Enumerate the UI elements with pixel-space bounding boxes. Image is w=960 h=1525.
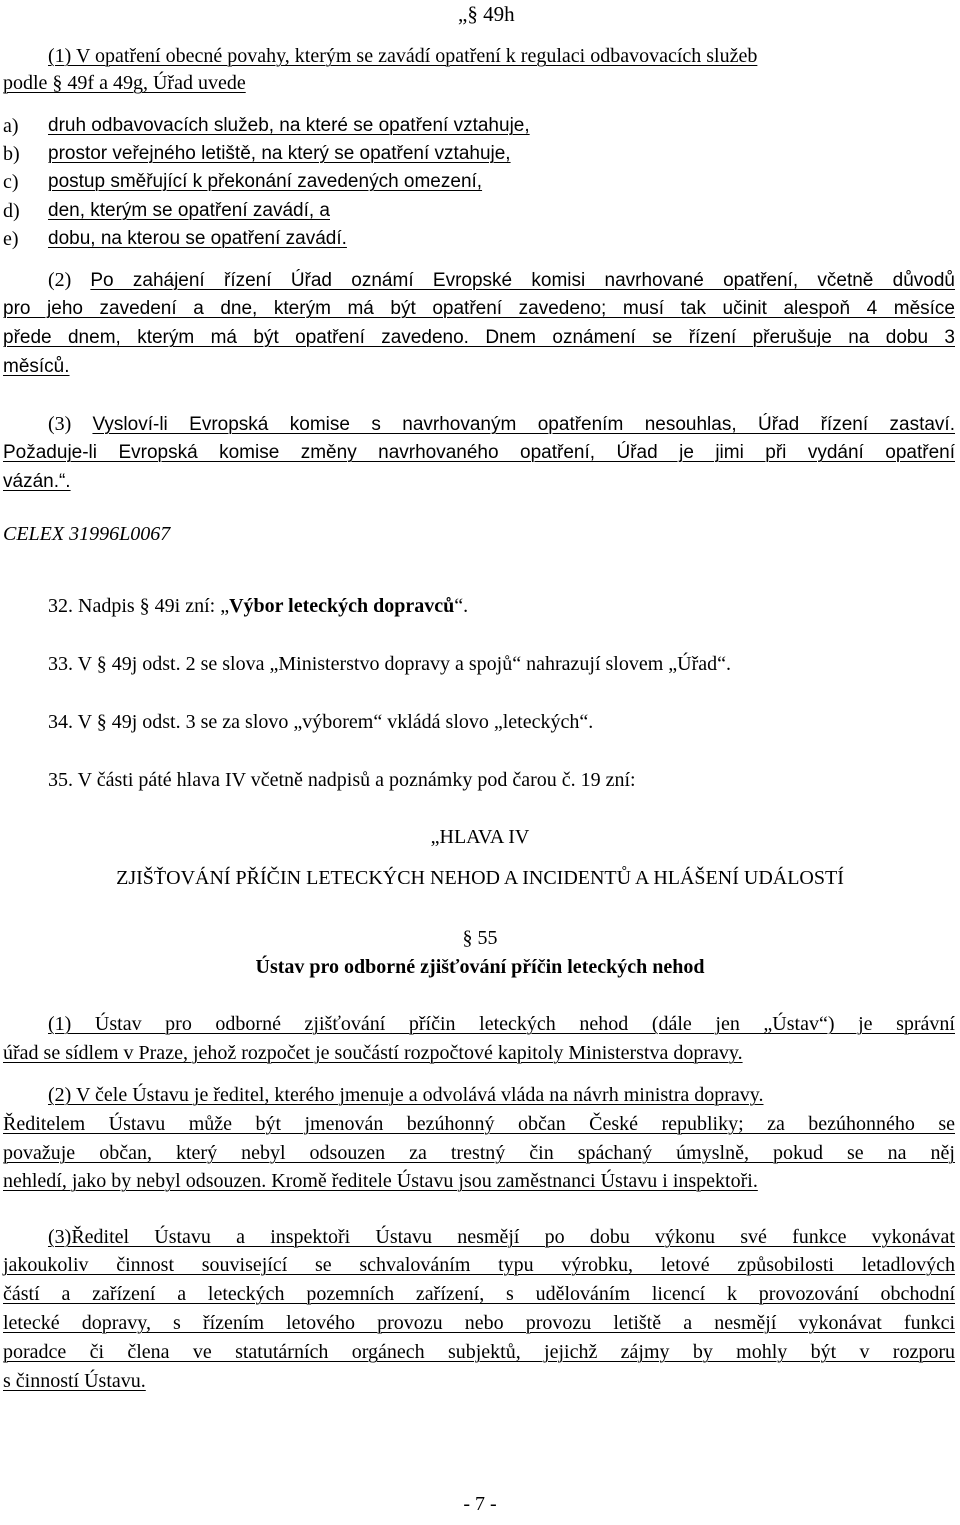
s55-p3-line-3: částí a zařízení a leteckých pozemních zařízení, s udělováním licencí k provozování obchodní	[3, 1283, 955, 1305]
celex-reference: CELEX 31996L0067	[3, 523, 171, 545]
s55-p2-line-2: Ředitelem Ústavu může být jmenován bezúhonný občan České republiky; za bezúhonného se	[3, 1113, 955, 1135]
p3-line-1-text: Vysloví-li Evropská komise s navrhovaným opatřením nesouhlas, Úřad řízení zastaví.	[92, 414, 955, 435]
p2-line-4: měsíců.	[3, 356, 70, 377]
point-32-title: Výbor leteckých dopravců	[229, 595, 455, 617]
list-item-label: a)	[3, 115, 19, 137]
section-55-heading: Ústav pro odborné zjišťování příčin leteckých nehod	[255, 956, 705, 978]
p3-line-3: vázán.“.	[3, 471, 71, 492]
p3-line-1	[48, 412, 955, 437]
s55-p3-line-5: poradce či člena ve statutárních orgánech subjektů, jejichž zájmy by mohly být v rozporu	[3, 1341, 955, 1363]
s55-p1-line-1: (1) Ústav pro odborné zjišťování příčin leteckých nehod (dále jen „Ústav“) je správní	[48, 1013, 955, 1035]
s55-p3-line-6: s činností Ústavu.	[3, 1370, 146, 1392]
s55-p3-line-4: letecké dopravy, s řízením letového provozu nebo provozu letiště a nesmějí vykonávat funkci	[3, 1312, 955, 1334]
p1-line-1: (1) V opatření obecné povahy, kterým se zavádí opatření k regulaci odbavovacích služeb	[48, 45, 758, 67]
list-item-text: den, kterým se opatření zavádí, a	[48, 200, 330, 221]
point-34: 34. V § 49j odst. 3 se za slovo „výborem“ vkládá slovo „leteckých“.	[48, 711, 594, 733]
p2-line-1	[48, 268, 955, 293]
hlava-title: „HLAVA IV	[430, 826, 530, 848]
s55-p1-line-2: úřad se sídlem v Praze, jehož rozpočet je součástí rozpočtové kapitoly Ministerstva dopravy.	[3, 1042, 743, 1064]
s55-p3-line-2: jakoukoliv činnost související se schvalováním typu výrobku, letové způsobilosti letadlových	[3, 1254, 955, 1276]
p2-line-3: přede dnem, kterým má být opatření zavedeno. Dnem oznámení se řízení přerušuje na dobu 3	[3, 327, 955, 348]
list-item-text: druh odbavovacích služeb, na které se opatření vztahuje,	[48, 115, 530, 136]
point-32	[48, 594, 468, 618]
list-item-text: prostor veřejného letiště, na který se opatření vztahuje,	[48, 143, 511, 164]
p1-line-2: podle § 49f a 49g, Úřad uvede	[3, 72, 246, 94]
section-49h-heading: „§ 49h	[458, 2, 515, 26]
s55-p2-line-4: nehledí, jako by nebyl odsouzen. Kromě ředitele Ústavu jsou zaměstnanci Ústavu i inspektoři.	[3, 1170, 758, 1192]
p3-line-2: Požaduje-li Evropská komise změny navrhovaného opatření, Úřad je jimi při vydání opatření	[3, 442, 955, 463]
page-number: - 7 -	[463, 1493, 497, 1515]
p2-line-2: pro jeho zavedení a dne, kterým má být opatření zavedeno; musí tak učinit alespoň 4 měsíce	[3, 298, 955, 319]
p3-number: (3)	[48, 413, 93, 435]
list-item-label: d)	[3, 200, 20, 222]
s55-p3-line-1: (3)Ředitel Ústavu a inspektoři Ústavu nesmějí po dobu výkonu své funkce vykonávat	[48, 1226, 955, 1248]
list-item-text: postup směřující k překonání zavedených omezení,	[48, 171, 483, 192]
hlava-subtitle: ZJIŠŤOVÁNÍ PŘÍČIN LETECKÝCH NEHOD A INCIDENTŮ A HLÁŠENÍ UDÁLOSTÍ	[116, 867, 844, 889]
p2-line-1-text: Po zahájení řízení Úřad oznámí Evropské komisi navrhované opatření, včetně důvodů	[90, 270, 955, 291]
list-item-label: e)	[3, 228, 19, 250]
point-32-suffix: “.	[454, 595, 469, 617]
list-item-text: dobu, na kterou se opatření zavádí.	[48, 228, 347, 249]
p2-number: (2)	[48, 269, 91, 291]
point-33: 33. V § 49j odst. 2 se slova „Ministerstvo dopravy a spojů“ nahrazují slovem „Úřad“.	[48, 653, 732, 675]
point-35: 35. V části páté hlava IV včetně nadpisů a poznámky pod čarou č. 19 zní:	[48, 769, 636, 791]
section-55-number: § 55	[462, 927, 498, 949]
list-item-label: b)	[3, 143, 20, 165]
point-32-prefix: 32. Nadpis § 49i zní: „	[48, 595, 230, 617]
s55-p2-line-1: (2) V čele Ústavu je ředitel, kterého jmenuje a odvolává vláda na návrh ministra dopravy.	[48, 1084, 764, 1106]
list-item-label: c)	[3, 171, 19, 193]
s55-p2-line-3: považuje občan, který nebyl odsouzen za trestný čin spáchaný úmyslně, pokud se na něj	[3, 1142, 955, 1164]
